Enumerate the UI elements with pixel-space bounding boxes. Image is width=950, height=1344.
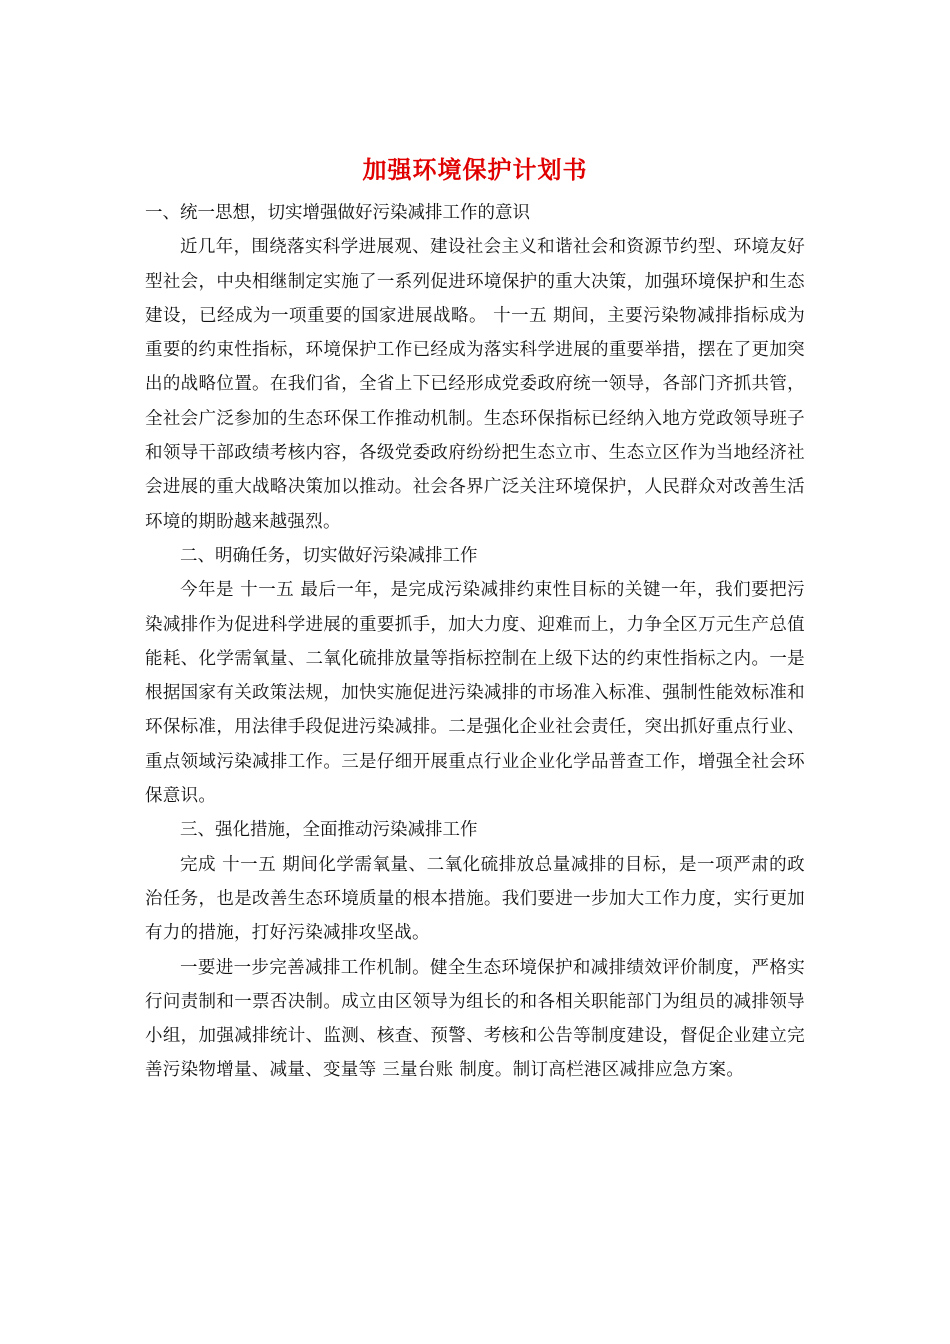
paragraph-3: 完成 十一五 期间化学需氧量、二氧化硫排放总量减排的目标，是一项严肃的政治任务，也是改善生态环境质量的根本措施。我们要进一步加大工作力度，实行更加有力的措施，打好污染减排攻坚战。 bbox=[145, 854, 805, 944]
section-heading-3: 三、强化措施，全面推动污染减排工作 bbox=[180, 820, 478, 841]
paragraph-2: 今年是 十一五 最后一年，是完成污染减排约束性目标的关键一年，我们要把污染减排作为促进科学进展的重要抓手，加大力度、迎难而上，力争全区万元生产总值能耗、化学需氧量、二氧化硫排放量等指标控制在上级下达的约束性指标之内。一是根据国家有关政策法规，加快实施促进污染减排的市场准入标准、强制性能效标准和环保标准，用法律手段促进污染减排。二是强化企业社会责任，突出抓好重点行业、重点领域污染减排工作。三是仔细开展重点行业企业化学品普查工作，增强全社会环保意识。 bbox=[145, 580, 805, 807]
section-heading-2: 二、明确任务，切实做好污染减排工作 bbox=[180, 545, 478, 566]
document-body bbox=[145, 152, 805, 1088]
document-title: 加强环境保护计划书 bbox=[362, 155, 588, 184]
paragraph-4: 一要进一步完善减排工作机制。健全生态环境保护和减排绩效评价制度，严格实行问责制和一票否决制。成立由区领导为组长的和各相关职能部门为组员的减排领导小组，加强减排统计、监测、核查、预警、考核和公告等制度建设，督促企业建立完善污染物增量、减量、变量等 三量台账 制度。制订高栏港区减排应急方案。 bbox=[145, 957, 805, 1081]
paragraph-1: 近几年，围绕落实科学进展观、建设社会主义和谐社会和资源节约型、环境友好型社会，中央相继制定实施了一系列促进环境保护的重大决策，加强环境保护和生态建设，已经成为一项重要的国家进展战略。 十一五 期间，主要污染物减排指标成为重要的约束性指标，环境保护工作已经成为落实科学进展的重要举措，摆在了更加突出的战略位置。在我们省，全省上下已经形成党委政府统一领导，各部门齐抓共管，全社会广泛参加的生态环保工作推动机制。生态环保指标已经纳入地方党政领导班子和领导干部政绩考核内容，各级党委政府纷纷把生态立市、生态立区作为当地经济社会进展的重大战略决策加以推动。社会各界广泛关注环境保护，人民群众对改善生活环境的期盼越来越强烈。 bbox=[145, 237, 805, 532]
section-heading-1: 一、统一思想，切实增强做好污染减排工作的意识 bbox=[145, 203, 530, 223]
